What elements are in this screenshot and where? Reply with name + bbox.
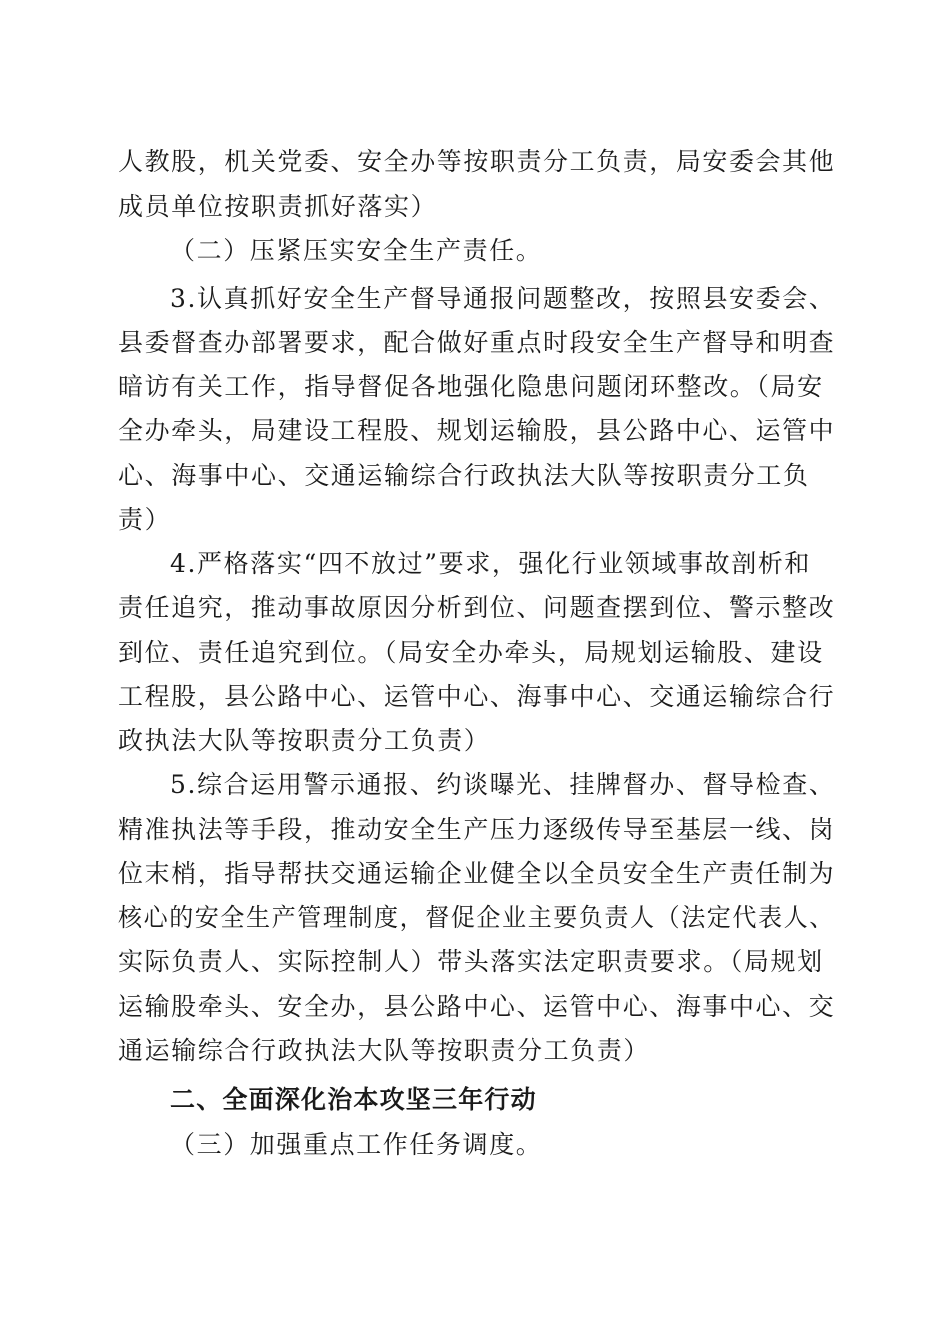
paragraph-line: 政执法大队等按职责分工负责） bbox=[118, 726, 491, 755]
paragraph-line: 全办牵头，局建设工程股、规划运输股，县公路中心、运管中 bbox=[118, 416, 836, 445]
paragraph-line: 5.综合运用警示通报、约谈曝光、挂牌督办、督导检查、 bbox=[170, 770, 836, 799]
paragraph-line: 通运输综合行政执法大队等按职责分工负责） bbox=[118, 1036, 651, 1065]
paragraph-line: 县委督查办部署要求，配合做好重点时段安全生产督导和明查 bbox=[118, 328, 836, 357]
paragraph-line: 核心的安全生产管理制度，督促企业主要负责人（法定代表人、 bbox=[118, 903, 835, 932]
paragraph-line: 人教股，机关党委、安全办等按职责分工负责，局安委会其他 bbox=[118, 147, 836, 176]
paragraph-line: 成员单位按职责抓好落实） bbox=[118, 192, 438, 221]
paragraph-line: 运输股牵头、安全办，县公路中心、运管中心、海事中心、交 bbox=[118, 992, 836, 1021]
paragraph-line: 实际负责人、实际控制人）带头落实法定职责要求。（局规划 bbox=[118, 947, 824, 976]
paragraph-line: 工程股，县公路中心、运管中心、海事中心、交通运输综合行 bbox=[118, 682, 836, 711]
paragraph-line: 到位、责任追究到位。（局安全办牵头，局规划运输股、建设 bbox=[118, 638, 824, 667]
section-heading: 二、全面深化治本攻坚三年行动 bbox=[170, 1085, 537, 1114]
paragraph-line: 责任追究，推动事故原因分析到位、问题查摆到位、警示整改 bbox=[118, 593, 836, 622]
paragraph-line: 责） bbox=[118, 505, 172, 534]
paragraph-line: 位末梢，指导帮扶交通运输企业健全以全员安全生产责任制为 bbox=[118, 859, 836, 888]
paragraph-line: 暗访有关工作，指导督促各地强化隐患问题闭环整改。（局安 bbox=[118, 372, 824, 401]
paragraph-line: 3.认真抓好安全生产督导通报问题整改，按照县安委会、 bbox=[170, 284, 836, 313]
paragraph-line: 4.严格落实“四不放过”要求，强化行业领域事故剖析和 bbox=[170, 549, 812, 578]
section-subheading: （二）压紧压实安全生产责任。 bbox=[170, 236, 543, 265]
section-subheading: （三）加强重点工作任务调度。 bbox=[170, 1130, 543, 1159]
paragraph-line: 心、海事中心、交通运输综合行政执法大队等按职责分工负 bbox=[118, 461, 810, 490]
paragraph-line: 精准执法等手段，推动安全生产压力逐级传导至基层一线、岗 bbox=[118, 815, 836, 844]
